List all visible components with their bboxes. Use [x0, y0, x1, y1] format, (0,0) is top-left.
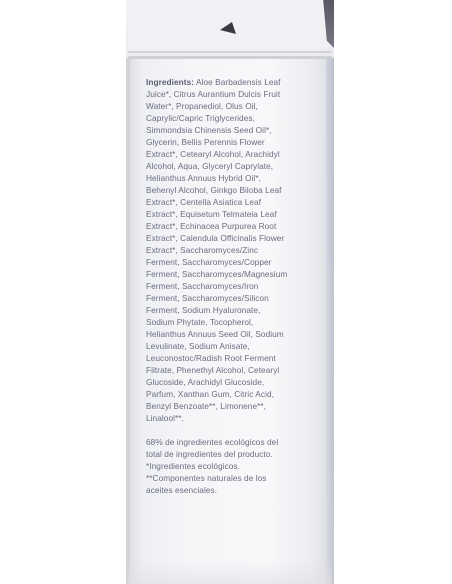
ingredient-line: Glycerin, Bellis Perennis Flower	[146, 137, 265, 147]
ingredient-line: Linalool**.	[146, 413, 184, 423]
ingredient-line: Extract*, Calendula Officinalis Flower	[146, 233, 285, 243]
background-right	[334, 0, 452, 584]
ingredient-line: Helianthus Annuus Seed Oil, Sodium	[146, 329, 284, 339]
ingredient-line: Glucoside, Arachidyl Glucoside,	[146, 377, 265, 387]
flap-fold-shape	[128, 0, 332, 58]
ingredient-line: Ferment, Saccharomyces/Magnesium	[146, 269, 288, 279]
ingredient-list	[146, 76, 322, 424]
ingredient-line-text: Aloe Barbadensis Leaf	[196, 77, 281, 87]
edge-tint	[326, 0, 334, 584]
ingredient-line: Helianthus Annuus Hybrid Oil*,	[146, 173, 261, 183]
ingredient-line: Extract*, Saccharomyces/Zinc	[146, 245, 259, 255]
ingredient-line: Filtrate, Phenethyl Alcohol, Cetearyl	[146, 365, 280, 375]
ingredient-line: Ferment, Saccharomyces/Silicon	[146, 293, 269, 303]
ingredient-line: Ferment, Sodium Hyaluronate,	[146, 305, 261, 315]
ingredient-line: Water*, Propanediol, Olus Oil,	[146, 101, 258, 111]
note-line: **Componentes naturales de los	[146, 473, 267, 483]
ingredient-line: Leuconostoc/Radish Root Ferment	[146, 353, 276, 363]
ingredient-line: Alcohol, Aqua, Glyceryl Caprylate,	[146, 161, 274, 171]
note-line: *Ingredientes ecológicos.	[146, 461, 240, 471]
ingredient-line: Behenyl Alcohol, Ginkgo Biloba Leaf	[146, 185, 282, 195]
note-line: total de ingredientes del producto.	[146, 449, 273, 459]
ingredient-line: Levulinate, Sodium Anisate,	[146, 341, 250, 351]
note-line: 68% de ingredientes ecológicos del	[146, 437, 279, 447]
ingredient-line: Sodium Phytate, Tocopherol,	[146, 317, 254, 327]
box-left-edge	[126, 0, 130, 584]
ingredient-line: Extract*, Equisetum Telmateia Leaf	[146, 209, 277, 219]
ingredients-label: Ingredients:	[146, 77, 195, 87]
ingredient-line: Extract*, Cetearyl Alcohol, Arachidyl	[146, 149, 280, 159]
ingredient-line: Simmondsia Chinensis Seed Oil*,	[146, 125, 272, 135]
flap-crease	[128, 56, 332, 59]
ingredient-line: Extract*, Centella Asiatica Leaf	[146, 197, 262, 207]
ingredient-line: Benzyl Benzoate**, Limonene**,	[146, 401, 267, 411]
note-line: aceites esenciales.	[146, 485, 218, 495]
ingredient-line: Ferment, Saccharomyces/Copper	[146, 257, 272, 267]
ingredient-line: Caprylic/Capric Triglycerides,	[146, 113, 255, 123]
ingredient-line: Extract*, Echinacea Purpurea Root	[146, 221, 277, 231]
box-bottom-shadow	[128, 560, 332, 584]
ingredient-line: Juice*, Citrus Aurantium Dulcis Fruit	[146, 89, 281, 99]
ingredients-text	[146, 76, 322, 496]
ingredient-line	[146, 76, 322, 88]
ingredient-line: Parfum, Xanthan Gum, Citric Acid,	[146, 389, 274, 399]
ingredient-line: Ferment, Saccharomyces/Iron	[146, 281, 259, 291]
ingredient-notes	[146, 436, 322, 496]
